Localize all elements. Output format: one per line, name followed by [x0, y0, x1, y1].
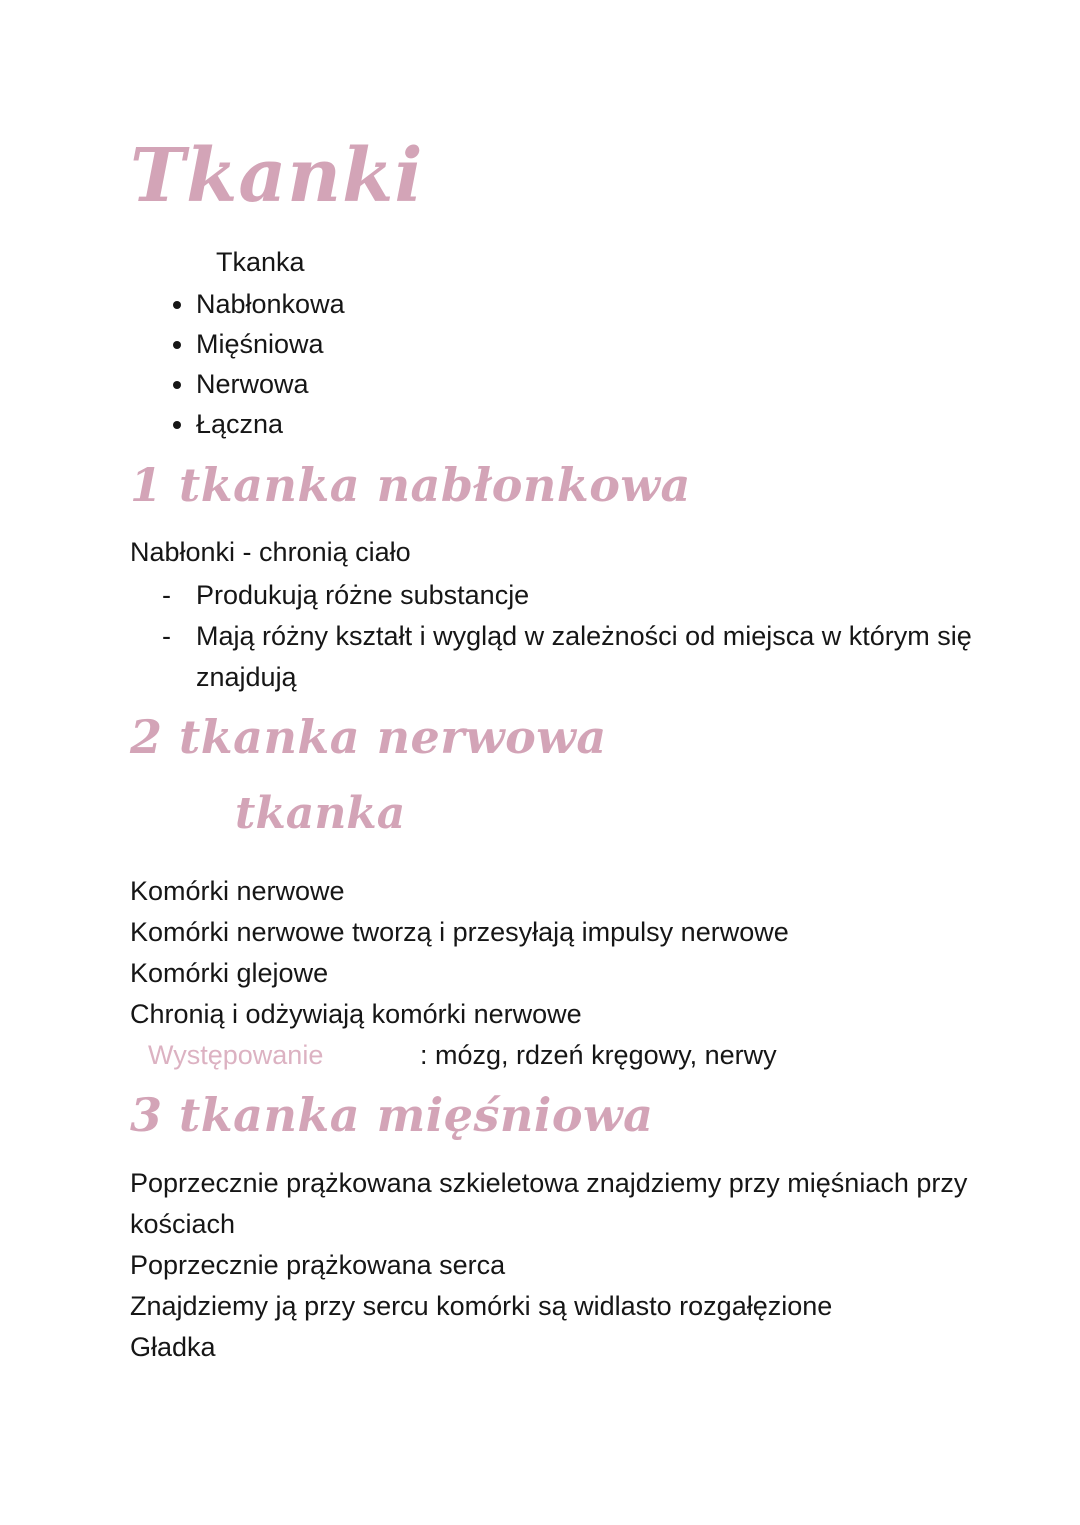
text-line: Poprzecznie prążkowana szkieletowa znajdziemy przy mięśniach przy kościach — [130, 1168, 968, 1240]
property-value: : mózg, rdzeń kręgowy, nerwy — [420, 1040, 777, 1071]
section-heading-miesniowa: 3 tkanka mięśniowa — [130, 1088, 654, 1143]
property-name: Występowanie — [148, 1040, 324, 1071]
section-heading-nerwowa: 2 tkanka nerwowa — [130, 710, 607, 765]
section-heading-nablonkowa: 1 tkanka nabłonkowa — [130, 457, 691, 512]
text-line: Chronią i odżywiają komórki nerwowe — [130, 999, 582, 1030]
text-line: Gładka — [130, 1332, 216, 1363]
text-line: Znajdziemy ją przy sercu komórki są widlasto rozgałęzione — [130, 1291, 833, 1322]
list-item: • Nabłonkowa — [196, 284, 1030, 324]
property-row — [130, 1035, 1030, 1076]
sub-heading-tkanka: tkanka — [235, 787, 406, 839]
list-item: - Produkują różne substancje — [130, 575, 1030, 616]
text-line: Komórki glejowe — [130, 958, 329, 989]
text-line: Komórki nerwowe tworzą i przesyłają impulsy nerwowe — [130, 917, 789, 948]
list-item: • Nerwowa — [196, 364, 1030, 404]
dash-list — [130, 575, 1030, 698]
text-line: Komórki nerwowe — [130, 876, 345, 907]
list-item: • Mięśniowa — [196, 324, 1030, 364]
list-item: - Mają różny kształt i wygląd w zależności od miejsca w którym się znajdują — [130, 616, 1006, 698]
page-title: Tkanki — [130, 133, 424, 219]
intro-label: Tkanka — [216, 246, 305, 277]
tissue-bullet-list — [130, 284, 1030, 444]
text-line: Poprzecznie prążkowana serca — [130, 1250, 506, 1281]
section-lead: Nabłonki - chronią ciało — [130, 537, 411, 568]
list-item: • Łączna — [196, 404, 1030, 444]
